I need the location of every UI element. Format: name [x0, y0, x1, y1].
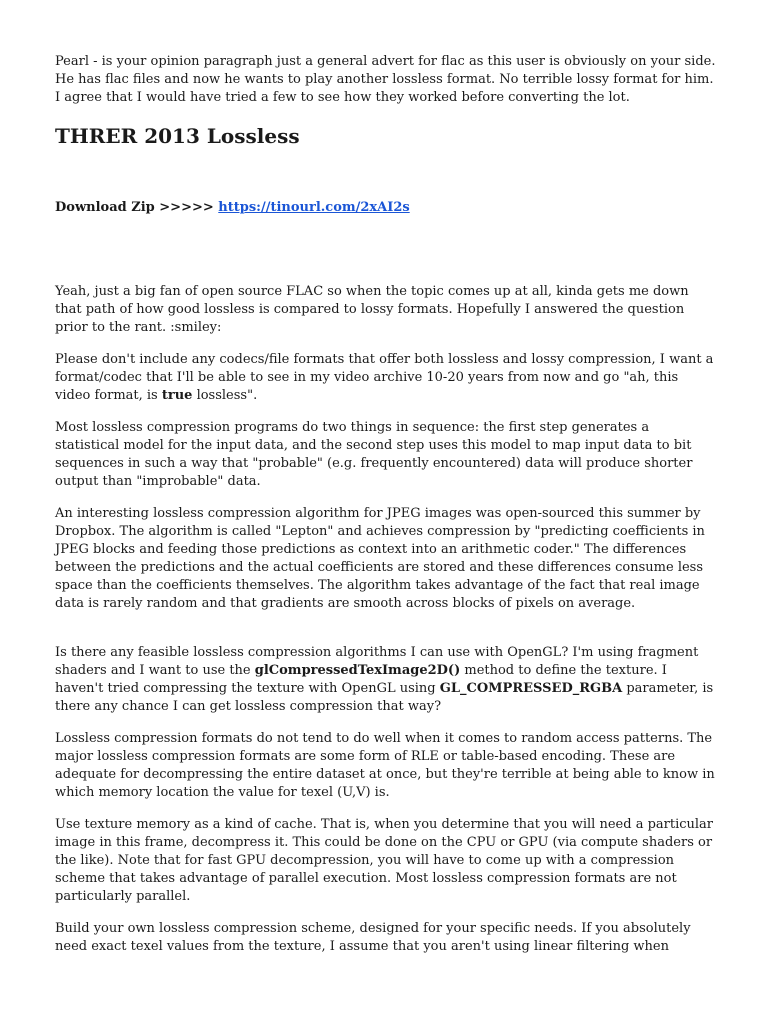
article-body — [55, 53, 717, 956]
paragraph-codec-request — [55, 351, 717, 405]
paragraph-text: method to define the texture. I haven't tried compressing the texture with OpenGL using — [55, 663, 667, 696]
paragraph-text: Please don't include any codecs/file formats that offer both lossless and lossy compression, I want a format/codec that I'll be able to see in my video archive 10-20 years from now and go "ah, this video format, is — [55, 352, 714, 403]
paragraph-random-access: Lossless compression formats do not tend to do well when it comes to random access patterns. The major lossless compression formats are some form of RLE or table-based encoding. These are adequate for decompressing the entire dataset at once, but they're terrible at being able to know in which memory location the value for texel (U,V) is. — [55, 731, 715, 800]
paragraph-compression-steps: Most lossless compression programs do two things in sequence: the first step generates a statistical model for the input data, and the second step uses this model to map input data to bit sequences in such a way that "probable" (e.g. frequently encountered) data will produce shorter output than "improbable" data. — [55, 420, 693, 489]
paragraph-flac: Yeah, just a big fan of open source FLAC so when the topic comes up at all, kinda gets me down that path of how good lossless is compared to lossy formats. Hopefully I answered the question prior to the rant. :smiley: — [55, 284, 689, 335]
paragraph-text: lossless". — [192, 388, 258, 403]
paragraph-text: Is there any feasible lossless compression algorithms I can use with OpenGL? I'm using fragment shaders and I want to use the — [55, 645, 699, 678]
paragraph-text: parameter, is there any chance I can get lossless compression that way? — [55, 681, 714, 714]
paragraph-opengl-question — [55, 644, 717, 716]
intro-paragraph: Pearl - is your opinion paragraph just a general advert for flac as this user is obviously on your side. He has flac files and now he wants to play another lossless format. No terrible lossy format for him. I agree that I would have tried a few to see how they worked before converting the lot. — [55, 54, 716, 105]
page-title: THRER 2013 Lossless — [55, 124, 300, 148]
bold-code-function: glCompressedTexImage2D() — [254, 663, 461, 678]
paragraph-lepton: An interesting lossless compression algorithm for JPEG images was open-sourced this summer by Dropbox. The algorithm is called "Lepton" and achieves compression by "predicting coefficients in JPEG blocks and feeding those predictions as context into an arithmetic coder." The differences between the predictions and the actual coefficients are stored and these differences consume less space than the coefficients themselves. The algorithm takes advantage of the fact that real image data is rarely random and that gradients are smooth across blocks of pixels on average. — [55, 506, 705, 611]
bold-text: true — [161, 388, 193, 403]
paragraph-texture-cache: Use texture memory as a kind of cache. That is, when you determine that you will need a particular image in this frame, decompress it. This could be done on the CPU or GPU (via compute shaders or the like). Note that for fast GPU decompression, you will have to come up with a compression scheme that takes advantage of parallel execution. Most lossless compression formats are not particularly parallel. — [55, 817, 714, 904]
download-label: Download Zip >>>>> — [55, 200, 219, 215]
paragraph-custom-scheme: Build your own lossless compression scheme, designed for your specific needs. If you absolutely need exact texel values from the texture, I assume that you aren't using linear filtering when — [55, 921, 691, 954]
download-line — [55, 199, 717, 217]
download-link[interactable]: https://tinourl.com/2xAI2s — [218, 200, 410, 215]
bold-code-constant: GL_COMPRESSED_RGBA — [439, 681, 623, 696]
